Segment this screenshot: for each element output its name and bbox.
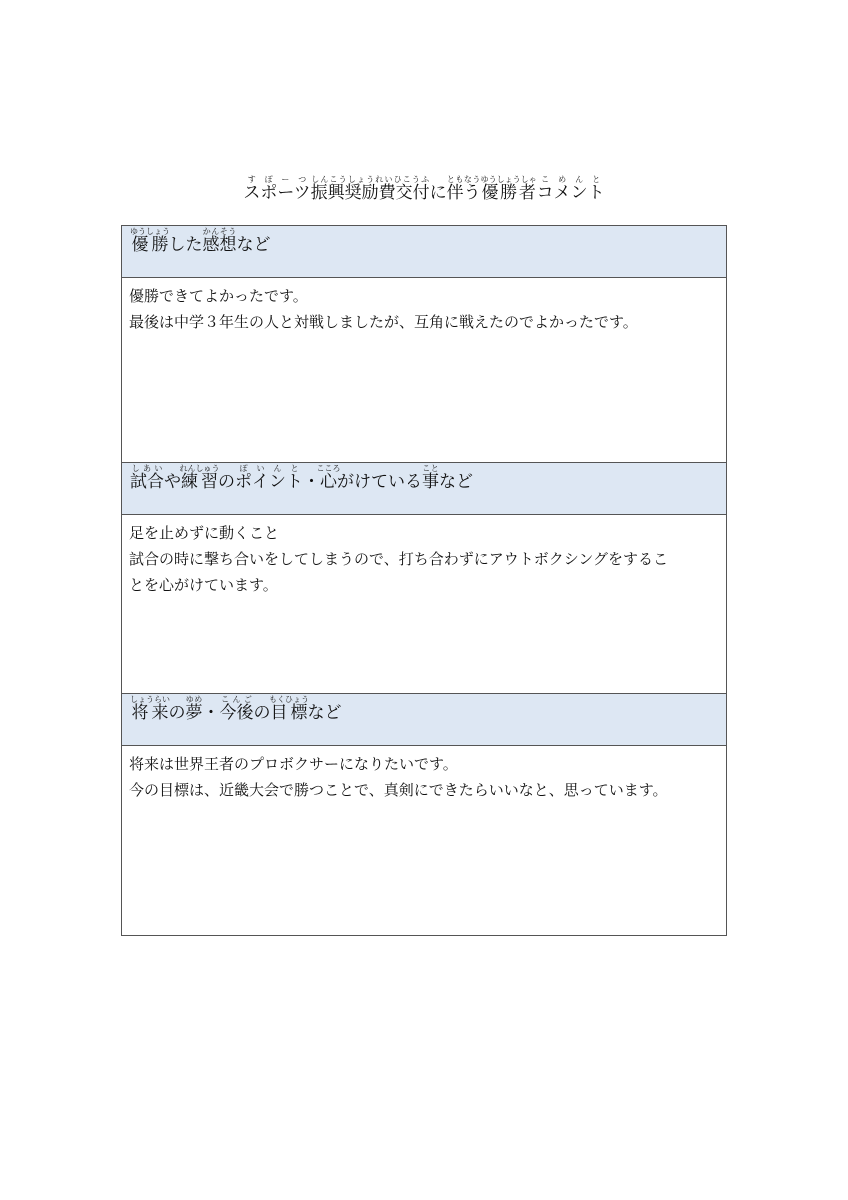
section-body-future-goals — [122, 746, 726, 936]
heading-segment: など — [307, 703, 342, 723]
heading-segment: の — [168, 703, 186, 723]
title-segment: 振興奨励費交付しんこうしょうれいひこうふ — [310, 175, 430, 203]
body-line: 今の目標は、近畿大会で勝つことで、真剣にできたらいいなと、思っています。 — [129, 781, 668, 799]
heading-segment: ポイントぽいんと — [235, 464, 303, 492]
heading-segment: など — [439, 472, 473, 492]
heading-segment: 目標もくひょう — [269, 695, 309, 723]
heading-segment: の — [218, 472, 235, 492]
heading-segment: した — [168, 235, 203, 255]
heading-segment: 事こと — [422, 464, 439, 492]
title-segment: 優勝者ゆうしょうしゃ — [480, 175, 537, 203]
heading-segment: 練習れんしゅう — [179, 464, 220, 492]
section-header-future-goals — [122, 694, 726, 746]
heading-segment: 優勝ゆうしょう — [130, 227, 170, 255]
heading-segment: ・ — [202, 703, 220, 723]
heading-segment: 将来しょうらい — [130, 695, 170, 723]
heading-segment: 感想かんそう — [202, 227, 237, 255]
heading-segment: や — [164, 472, 181, 492]
heading-segment: 心こころ — [316, 464, 341, 492]
body-line: 足を止めずに動くこと — [129, 524, 280, 542]
body-line: 試合の時に撃ち合いをしてしまうので、打ち合わずにアウトボクシングをするこ — [129, 550, 669, 568]
section-body-impressions — [122, 278, 726, 463]
body-line: 最後は中学３年生の人と対戦しましたが、互角に戦えたのでよかったです。 — [129, 313, 638, 331]
section-header-impressions — [122, 226, 726, 278]
heading-segment: など — [236, 235, 271, 255]
heading-segment: がけている — [337, 472, 422, 492]
heading-segment: 夢ゆめ — [185, 695, 203, 723]
heading-segment: 今後こんご — [219, 695, 254, 723]
page-title — [0, 175, 848, 202]
section-body-practice-points — [122, 515, 726, 694]
heading-segment: ・ — [303, 472, 320, 492]
title-segment: コメントこめんと — [536, 175, 605, 203]
body-line: とを心がけています。 — [129, 576, 278, 594]
section-header-practice-points — [122, 463, 726, 515]
body-line: 将来は世界王者のプロボクサーになりたいです。 — [129, 755, 458, 773]
title-segment: に — [429, 183, 447, 203]
title-segment: スポーツすぽーつ — [243, 175, 311, 203]
body-line: 優勝できてよかったです。 — [129, 287, 308, 305]
heading-segment: 試合しあい — [130, 464, 164, 492]
comment-table — [121, 225, 727, 936]
heading-segment: の — [253, 703, 271, 723]
title-segment: 伴うともなう — [446, 175, 481, 203]
